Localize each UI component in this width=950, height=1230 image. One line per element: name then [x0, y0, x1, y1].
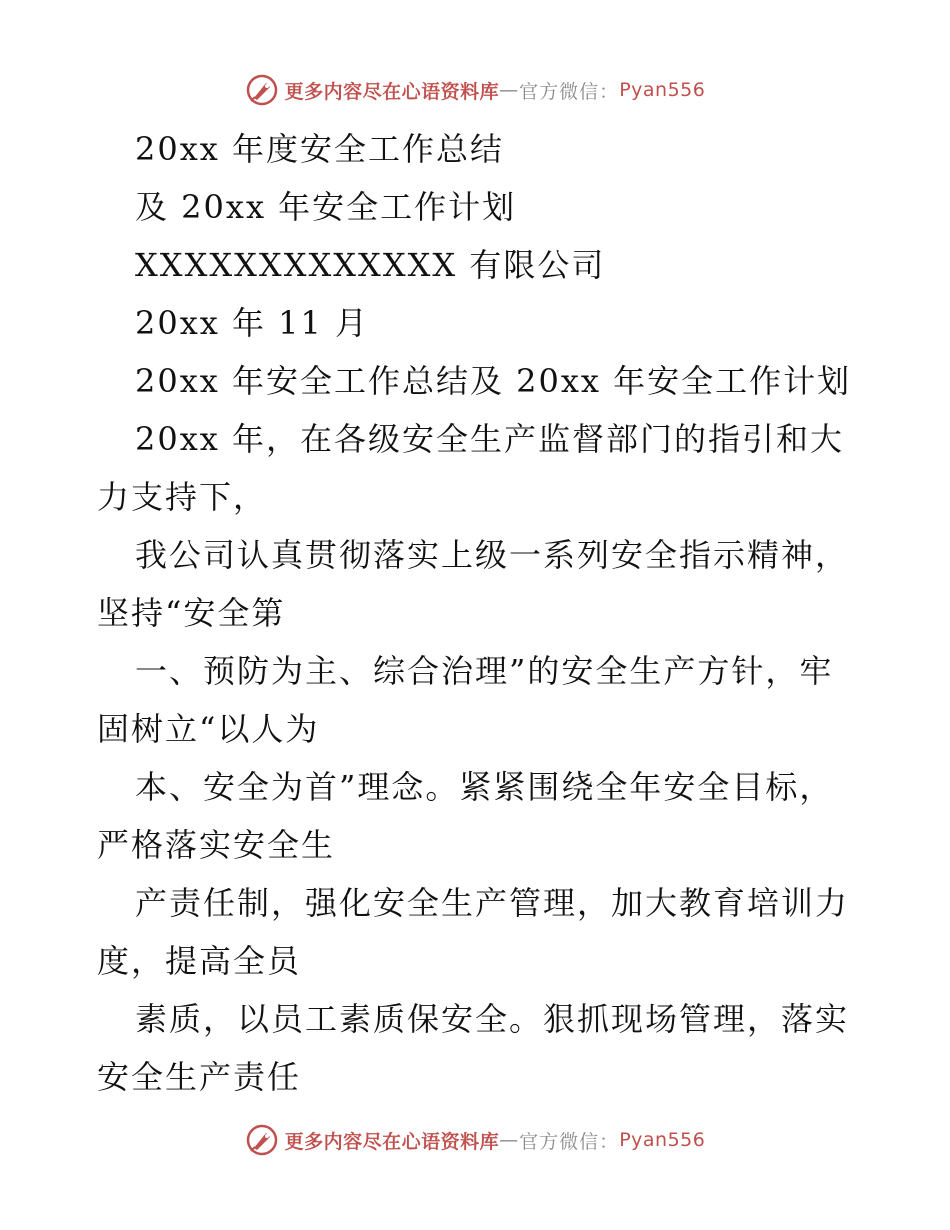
banner-wechat-label: 官方微信：	[519, 1130, 620, 1153]
footer-banner	[0, 1120, 950, 1160]
banner-wechat-label: 官方微信：	[519, 80, 620, 103]
paragraph-line: 度，提高全员	[97, 942, 302, 980]
banner-wechat-id: Pyan556	[619, 79, 706, 101]
paragraph-line: 20xx 年，在各级安全生产监督部门的指引和大	[135, 420, 844, 458]
header-banner	[0, 70, 950, 110]
doc-date: 20xx 年 11 月	[135, 304, 370, 342]
pen-nib-circle-icon	[245, 1123, 279, 1157]
paragraph-line: 素质，以员工素质保安全。狠抓现场管理，落实	[135, 1000, 850, 1038]
paragraph-line: 产责任制，强化安全生产管理，加大教育培训力	[135, 884, 850, 922]
banner-site-text: 更多内容尽在心语资料库	[284, 80, 500, 103]
paragraph-line: 力支持下，	[97, 478, 268, 516]
paragraph-line: 固树立“以人为	[97, 710, 320, 748]
document-body	[97, 120, 857, 1106]
paragraph-line: 一、预防为主、综合治理”的安全生产方针，牢	[135, 652, 834, 690]
doc-company-name: XXXXXXXXXXXXX 有限公司	[135, 246, 606, 284]
paragraph-line: 严格落实安全生	[97, 826, 336, 864]
paragraph-line: 安全生产责任	[97, 1058, 302, 1096]
paragraph-line: 我公司认真贯彻落实上级一系列安全指示精神，	[135, 536, 850, 574]
banner-site-text: 更多内容尽在心语资料库	[284, 1130, 500, 1153]
paragraph-line: 本、安全为首”理念。紧紧围绕全年安全目标，	[135, 768, 834, 806]
banner-separator: —	[499, 79, 520, 101]
banner-separator: —	[499, 1129, 520, 1151]
paragraph-line: 坚持“安全第	[97, 594, 286, 632]
doc-title-line-2: 及 20xx 年安全工作计划	[135, 188, 517, 226]
banner-wechat-id: Pyan556	[619, 1129, 706, 1151]
doc-title-line-1: 20xx 年度安全工作总结	[135, 130, 504, 168]
pen-nib-circle-icon	[245, 73, 279, 107]
doc-section-heading: 20xx 年安全工作总结及 20xx 年安全工作计划	[135, 362, 852, 400]
